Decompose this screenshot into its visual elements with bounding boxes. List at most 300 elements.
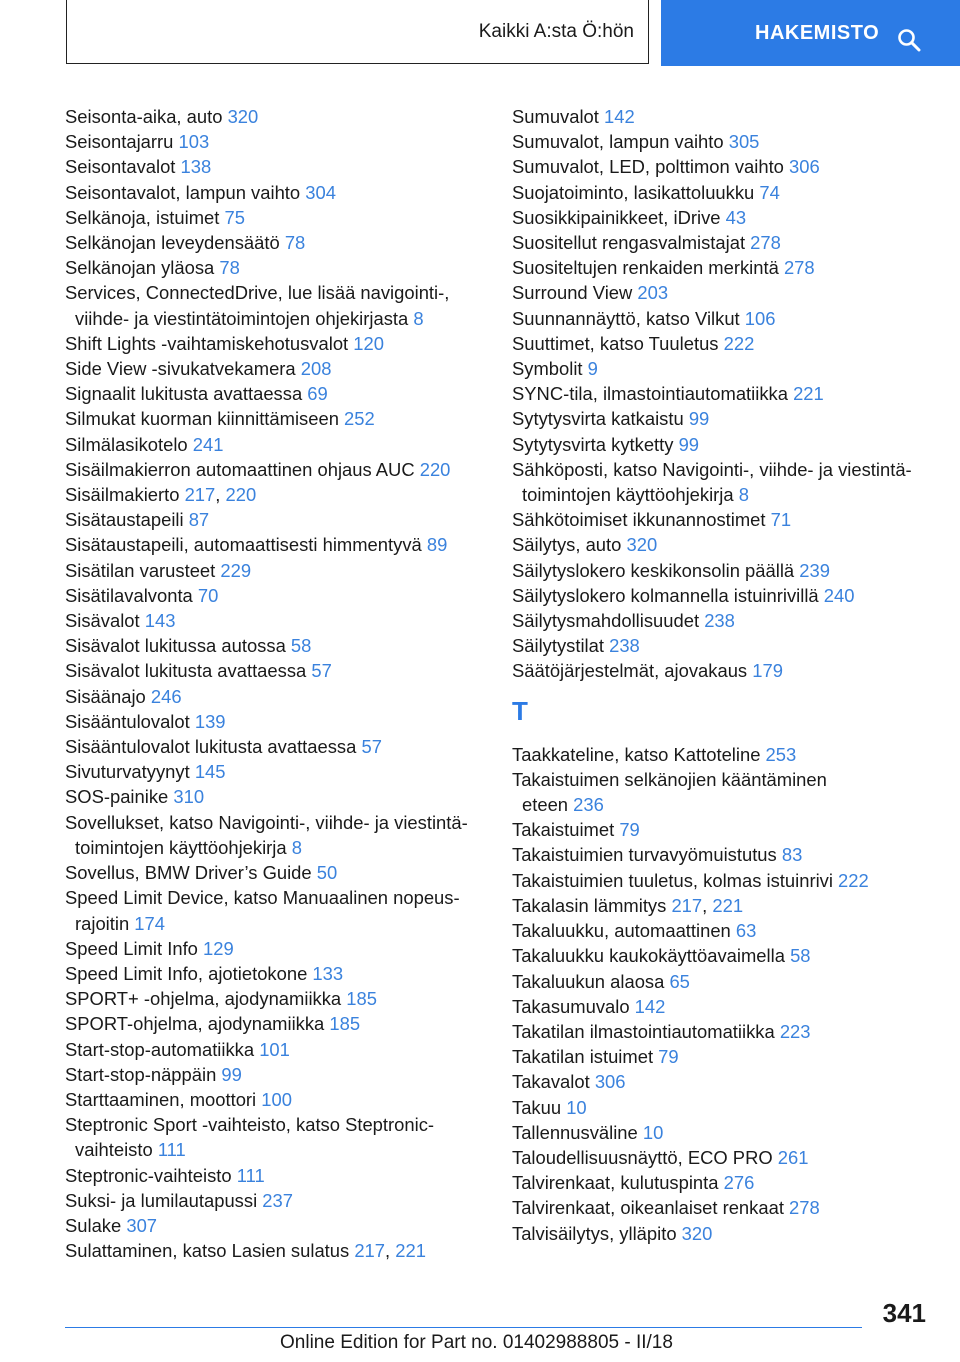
page-link[interactable]: 238 xyxy=(609,635,640,657)
edition-text: Online Edition for Part no. 01402988805 - II/18 xyxy=(280,1332,673,1353)
page-link[interactable]: 71 xyxy=(770,509,792,531)
index-entry-term xyxy=(512,1145,942,1170)
index-entry-term xyxy=(512,658,942,683)
page-link[interactable]: 100 xyxy=(261,1088,292,1110)
index-entry xyxy=(512,331,942,356)
index-entry-text: Seisonta-aika, auto xyxy=(65,106,228,127)
page-link[interactable]: 278 xyxy=(783,257,815,279)
page-link[interactable]: 221 xyxy=(793,383,824,405)
index-entry-term xyxy=(65,1087,495,1112)
index-entry-term xyxy=(65,1188,495,1213)
page-link[interactable]: 69 xyxy=(307,383,328,405)
index-entry-term xyxy=(512,331,942,356)
index-entry xyxy=(65,608,495,633)
index-entry xyxy=(65,810,495,860)
page-link[interactable]: 75 xyxy=(224,206,245,228)
index-entry xyxy=(65,104,495,129)
page-link[interactable]: 79 xyxy=(619,819,640,841)
index-entry-text: Säilytyslokero keskikonsolin päällä xyxy=(512,559,800,581)
index-entry-term xyxy=(512,767,942,792)
index-entry xyxy=(512,280,942,305)
index-entry-term xyxy=(65,255,495,280)
page-link[interactable]: 276 xyxy=(723,1172,755,1194)
index-entry xyxy=(512,558,942,583)
index-entry-term xyxy=(512,1069,942,1094)
page-link[interactable]: 101 xyxy=(259,1038,290,1060)
index-entry-term xyxy=(65,205,495,230)
index-entry xyxy=(65,583,495,608)
page-link[interactable]: 10 xyxy=(642,1121,664,1143)
page-link[interactable]: 217 xyxy=(184,484,216,506)
index-entry-term xyxy=(65,936,495,961)
page-link[interactable]: 217 xyxy=(354,1240,385,1262)
index-entry xyxy=(65,860,495,885)
index-entry-term xyxy=(65,532,495,557)
index-entry-term xyxy=(512,608,942,633)
index-entry-term xyxy=(512,943,942,968)
page-link[interactable]: 236 xyxy=(573,794,604,816)
page-link[interactable]: 43 xyxy=(725,206,747,228)
page-link[interactable]: 142 xyxy=(634,995,666,1017)
index-entry xyxy=(512,507,942,532)
index-entry xyxy=(512,154,942,179)
page-link[interactable]: 111 xyxy=(236,1164,265,1186)
index-entry-term xyxy=(512,868,942,893)
edition-footer xyxy=(280,1332,673,1354)
index-entry-text: Sovellus, BMW Driver’s Guide xyxy=(65,862,317,884)
index-entry xyxy=(512,868,942,893)
page-link[interactable]: 240 xyxy=(823,584,855,606)
index-entry xyxy=(65,633,495,658)
index-entry-text: Selkänoja, istuimet xyxy=(65,206,225,228)
index-entry xyxy=(65,684,495,709)
index-entry-text: Steptronic Sport -vaihteisto, katso Steptronic- xyxy=(65,1114,435,1136)
index-column-right xyxy=(512,104,942,1246)
index-entry-term xyxy=(65,1238,495,1263)
index-entry xyxy=(65,1062,495,1087)
page-link[interactable]: 111 xyxy=(157,1139,186,1161)
page-link[interactable]: 237 xyxy=(262,1189,293,1211)
page-link[interactable]: 87 xyxy=(188,509,210,531)
index-entry xyxy=(512,1170,942,1195)
index-entry-continuation xyxy=(512,792,942,817)
index-entry xyxy=(512,1019,942,1044)
index-entry-text: Seisontajarru xyxy=(65,131,179,153)
page-link[interactable]: 70 xyxy=(197,584,219,606)
index-entry xyxy=(512,532,942,557)
index-entry-text: Sivuturvatyynyt xyxy=(65,761,195,783)
index-entry-text: Sovellukset, katso Navigointi-, viihde- ja viestintä- xyxy=(65,811,468,833)
index-entry xyxy=(65,482,495,507)
page-link[interactable]: 174 xyxy=(134,912,165,934)
index-entry xyxy=(512,255,942,280)
page-link[interactable]: 203 xyxy=(637,282,669,304)
index-entry xyxy=(65,280,495,330)
index-entry-term xyxy=(512,918,942,943)
index-entry-term xyxy=(512,230,942,255)
index-entry-term xyxy=(512,1195,942,1220)
index-entry-text: Suksi- ja lumilautapussi xyxy=(65,1189,263,1211)
index-entry-term xyxy=(512,1120,942,1145)
index-entry-term xyxy=(65,356,495,381)
index-entry-text: Suosikkipainikkeet, iDrive xyxy=(512,206,726,228)
page-link[interactable]: 306 xyxy=(789,156,820,178)
page-link[interactable]: 142 xyxy=(604,106,635,127)
page-link[interactable]: 106 xyxy=(744,307,776,329)
page-link[interactable]: 239 xyxy=(799,559,830,581)
top-navigation xyxy=(0,0,960,66)
index-entry xyxy=(65,759,495,784)
page-link[interactable]: 78 xyxy=(219,257,240,279)
index-entry xyxy=(512,432,942,457)
index-entry-term xyxy=(512,104,942,129)
index-entry xyxy=(65,986,495,1011)
index-entry-term xyxy=(512,180,942,205)
index-entry xyxy=(65,356,495,381)
page-link[interactable]: 229 xyxy=(220,559,252,581)
index-entry-term xyxy=(65,331,495,356)
page-link[interactable]: 78 xyxy=(284,232,306,254)
index-entry-text: Sytytysvirta katkaistu xyxy=(512,408,689,430)
page-link[interactable]: 58 xyxy=(790,945,811,967)
index-entry-term xyxy=(65,507,495,532)
index-entry-text: Selkänojan leveydensäätö xyxy=(65,232,285,254)
index-entry-text: eteen xyxy=(522,794,574,816)
index-entry-term xyxy=(65,1062,495,1087)
index-entry xyxy=(65,1163,495,1188)
index-entry xyxy=(65,255,495,280)
page-link[interactable]: 138 xyxy=(180,156,212,178)
index-entry-continuation xyxy=(65,835,495,860)
index-entry-term xyxy=(65,129,495,154)
index-entry-term xyxy=(65,154,495,179)
page-link[interactable]: 99 xyxy=(678,433,700,455)
page-link[interactable]: 253 xyxy=(765,743,797,765)
page-link[interactable]: 185 xyxy=(346,988,377,1010)
page-link[interactable]: 10 xyxy=(566,1096,587,1118)
index-entry xyxy=(512,893,942,918)
page-link[interactable]: 238 xyxy=(704,610,735,632)
index-entry xyxy=(512,969,942,994)
page-separator: , xyxy=(702,894,713,916)
page-link[interactable]: 65 xyxy=(669,970,690,992)
index-entry xyxy=(512,994,942,1019)
index-entry xyxy=(512,1195,942,1220)
index-entry xyxy=(512,205,942,230)
index-entry-text: Sähkötoimiset ikkunannostimet xyxy=(512,509,771,531)
index-entry-term xyxy=(512,742,942,767)
index-entry-text: Suositellut rengasvalmistajat xyxy=(512,232,751,254)
page-link[interactable]: 217 xyxy=(671,894,703,916)
index-entry xyxy=(65,885,495,935)
index-entry xyxy=(65,205,495,230)
index-entry-text: Suojatoiminto, lasikattoluukku xyxy=(512,181,760,203)
index-entry xyxy=(512,1221,942,1246)
page-link[interactable]: 63 xyxy=(735,920,757,942)
index-entry-text: Takaistuimien tuuletus, kolmas istuinrivi xyxy=(512,869,839,891)
index-entry-text: Talvirenkaat, oikeanlaiset renkaat xyxy=(512,1197,790,1219)
page-link[interactable]: 129 xyxy=(203,937,234,959)
page-link[interactable]: 304 xyxy=(305,181,336,203)
index-entry xyxy=(512,230,942,255)
index-entry-term xyxy=(65,608,495,633)
page-link[interactable]: 139 xyxy=(194,710,226,732)
index-entry-text: Säätöjärjestelmät, ajovakaus xyxy=(512,660,753,682)
page-link[interactable]: 278 xyxy=(789,1197,820,1219)
page-link[interactable]: 9 xyxy=(587,358,598,380)
index-entry-text: Selkänojan yläosa xyxy=(65,257,220,279)
index-entry-text: Takaistuimien turvavyömuistutus xyxy=(512,844,782,866)
index-entry-term xyxy=(65,684,495,709)
index-entry xyxy=(512,457,942,507)
index-entry-text: Sulattaminen, katso Lasien sulatus xyxy=(65,1240,355,1262)
page-link[interactable]: 120 xyxy=(353,332,384,354)
page-link[interactable]: 320 xyxy=(626,534,658,556)
index-entry-text: Takuu xyxy=(512,1096,567,1118)
index-entry-term xyxy=(65,658,495,683)
index-entry-term xyxy=(512,532,942,557)
page-link[interactable]: 220 xyxy=(225,484,257,506)
page-link[interactable]: 50 xyxy=(316,862,338,884)
index-entry-term xyxy=(512,1170,942,1195)
index-entry-text: toimintojen käyttöohjekirja xyxy=(75,836,292,858)
page-separator: , xyxy=(385,1240,396,1262)
index-entry xyxy=(65,532,495,557)
index-entry-text: Taloudellisuusnäyttö, ECO PRO xyxy=(512,1146,778,1168)
index-entry-term xyxy=(65,734,495,759)
index-entry-text: Sytytysvirta kytketty xyxy=(512,433,679,455)
index-entry-continuation xyxy=(65,1137,495,1162)
page-link[interactable]: 220 xyxy=(419,458,451,480)
index-entry-text: Sisävalot xyxy=(65,610,145,632)
index-entry xyxy=(512,1145,942,1170)
index-entry-term xyxy=(65,432,495,457)
index-entry xyxy=(65,936,495,961)
index-entry-term xyxy=(512,280,942,305)
index-entry-term xyxy=(65,633,495,658)
index-entry-term xyxy=(65,860,495,885)
index-entry xyxy=(512,1069,942,1094)
index-entry-term xyxy=(65,230,495,255)
index-entry-term xyxy=(512,969,942,994)
page-link[interactable]: 222 xyxy=(838,869,869,891)
index-entry-text: toimintojen käyttöohjekirja xyxy=(522,484,739,506)
page-link[interactable]: 89 xyxy=(426,534,448,556)
index-entry-text: Starttaaminen, moottori xyxy=(65,1088,262,1110)
index-entry-term xyxy=(65,381,495,406)
page-link[interactable]: 179 xyxy=(752,660,783,682)
index-entry-term xyxy=(512,893,942,918)
index-entry-text: Taakkateline, katso Kattoteline xyxy=(512,743,766,765)
index-entry-text: Sisäänajo xyxy=(65,685,151,707)
index-entry xyxy=(512,306,942,331)
index-entry xyxy=(512,1044,942,1069)
index-entry xyxy=(512,104,942,129)
index-entry-term xyxy=(512,633,942,658)
index-entry xyxy=(512,918,942,943)
page-link[interactable]: 58 xyxy=(290,635,312,657)
index-entry-text: Seisontavalot xyxy=(65,156,181,178)
index-entry-term xyxy=(512,154,942,179)
index-entry xyxy=(512,180,942,205)
index-entry-text: Speed Limit Info xyxy=(65,937,204,959)
index-entry-term xyxy=(512,507,942,532)
page-link[interactable]: 208 xyxy=(300,358,332,380)
tab-a-to-z[interactable] xyxy=(66,0,649,64)
index-entry-text: Sisäilmakierto xyxy=(65,484,185,506)
index-entry-text: Takaluukku, automaattinen xyxy=(512,920,736,942)
page-link[interactable]: 8 xyxy=(738,484,749,506)
index-entry-text: Silmälasikotelo xyxy=(65,433,193,455)
index-entry-term xyxy=(512,356,942,381)
page-link[interactable]: 133 xyxy=(312,962,344,984)
index-entry xyxy=(65,154,495,179)
index-entry-text: Sisääntulovalot lukitusta avattaessa xyxy=(65,736,362,758)
index-entry xyxy=(65,180,495,205)
page-link[interactable]: 83 xyxy=(781,844,803,866)
index-entry xyxy=(512,381,942,406)
index-entry xyxy=(65,1037,495,1062)
index-entry xyxy=(512,1120,942,1145)
index-entry xyxy=(65,558,495,583)
index-entry-text: Steptronic-vaihteisto xyxy=(65,1164,237,1186)
page-link[interactable]: 74 xyxy=(759,181,780,203)
tab-index[interactable] xyxy=(661,0,960,66)
page-link[interactable]: 305 xyxy=(728,131,760,153)
index-entry-term xyxy=(65,961,495,986)
index-entry-text: Talvisäilytys, ylläpito xyxy=(512,1222,682,1244)
index-entry xyxy=(65,784,495,809)
page-link[interactable]: 252 xyxy=(344,408,375,430)
index-entry-text: Suunnannäyttö, katso Vilkut xyxy=(512,307,745,329)
index-entry xyxy=(512,406,942,431)
index-entry-text: Sisäilmakierron automaattinen ohjaus AUC xyxy=(65,458,420,480)
index-entry-text: Surround View xyxy=(512,282,638,304)
page-link[interactable]: 221 xyxy=(712,894,744,916)
index-entry-text: Takaistuimet xyxy=(512,819,620,841)
index-entry-term xyxy=(512,583,942,608)
page-link[interactable]: 79 xyxy=(658,1046,679,1068)
index-entry xyxy=(512,817,942,842)
index-entry xyxy=(512,633,942,658)
tab-index-label: HAKEMISTO xyxy=(755,21,880,44)
section-letter-t: T xyxy=(512,695,528,726)
index-entry xyxy=(512,1095,942,1120)
index-entry xyxy=(65,961,495,986)
page-link[interactable]: 99 xyxy=(688,408,710,430)
index-entry-text: viihde- ja viestintätoimintojen ohjekirjasta xyxy=(75,307,414,329)
index-entry-term xyxy=(512,994,942,1019)
index-entry-text: Suositeltujen renkaiden merkintä xyxy=(512,257,784,279)
index-column-left xyxy=(65,104,495,1263)
index-entry-text: Takasumuvalo xyxy=(512,995,635,1017)
page-link[interactable]: 278 xyxy=(750,232,781,254)
index-entry-term xyxy=(512,1221,942,1246)
index-entry xyxy=(65,709,495,734)
index-entry xyxy=(65,1238,495,1263)
page-link[interactable]: 310 xyxy=(173,786,205,808)
index-entry-term xyxy=(65,986,495,1011)
index-entry-term xyxy=(65,885,495,910)
index-entry xyxy=(65,734,495,759)
index-entry xyxy=(512,356,942,381)
index-entry-term xyxy=(65,1112,495,1137)
page-separator: , xyxy=(215,484,226,506)
page-link[interactable]: 185 xyxy=(329,1013,361,1035)
index-entry-term xyxy=(65,784,495,809)
index-entry-term xyxy=(512,255,942,280)
index-entry-text: Sisätaustapeili xyxy=(65,509,189,531)
index-entry-text: SPORT+ -ohjelma, ajodynamiikka xyxy=(65,988,347,1010)
index-entry xyxy=(65,457,495,482)
page-link[interactable]: 246 xyxy=(150,685,182,707)
index-entry-term xyxy=(512,406,942,431)
index-entry-text: Speed Limit Device, katso Manuaalinen nopeus- xyxy=(65,887,460,909)
index-entry-text: Silmukat kuorman kiinnittämiseen xyxy=(65,408,345,430)
page-link[interactable]: 8 xyxy=(413,307,424,329)
page-link[interactable]: 241 xyxy=(192,433,224,455)
index-entry-term xyxy=(65,1213,495,1238)
page-link[interactable]: 320 xyxy=(681,1222,713,1244)
index-entry-text: Takalasin lämmitys xyxy=(512,894,672,916)
page-link[interactable]: 99 xyxy=(221,1063,242,1085)
index-entry-text: Takaistuimen selkänojien kääntäminen xyxy=(512,768,827,790)
page-link[interactable]: 57 xyxy=(361,736,382,758)
index-entry-term xyxy=(512,1019,942,1044)
page-link[interactable]: 223 xyxy=(779,1020,811,1042)
index-entry-text: Takatilan ilmastointiautomatiikka xyxy=(512,1020,780,1042)
index-entry-term xyxy=(65,482,495,507)
page-link[interactable]: 143 xyxy=(144,610,176,632)
index-entry-text: Start-stop-automatiikka xyxy=(65,1038,260,1060)
page-link[interactable]: 8 xyxy=(291,836,302,858)
page-link[interactable]: 222 xyxy=(723,332,755,354)
index-entry-text: Speed Limit Info, ajotietokone xyxy=(65,962,313,984)
index-entry-text: Sisääntulovalot xyxy=(65,710,195,732)
tab-a-to-z-label: Kaikki A:sta Ö:hön xyxy=(478,20,634,42)
page-link[interactable]: 320 xyxy=(227,106,259,127)
index-entry-term xyxy=(65,558,495,583)
index-entry-text: Tallennusväline xyxy=(512,1121,643,1143)
index-entry-text: Takaluukun alaosa xyxy=(512,970,670,992)
index-entry-term xyxy=(65,709,495,734)
index-entry-continuation xyxy=(512,482,942,507)
page-link[interactable]: 57 xyxy=(311,660,332,682)
page-link[interactable]: 306 xyxy=(594,1071,626,1093)
index-entry xyxy=(65,381,495,406)
index-entry-text: Säilytyslokero kolmannella istuinrivillä xyxy=(512,584,824,606)
index-entry-text: Suuttimet, katso Tuuletus xyxy=(512,332,724,354)
index-entry-text: Sisävalot lukitusta avattaessa xyxy=(65,660,312,682)
index-entry-term xyxy=(512,432,942,457)
index-entry-term xyxy=(65,810,495,835)
index-entry-text: vaihteisto xyxy=(75,1139,158,1161)
page-link[interactable]: 145 xyxy=(194,761,226,783)
index-entry-text: Talvirenkaat, kulutuspinta xyxy=(512,1172,724,1194)
index-entry xyxy=(512,943,942,968)
page-link[interactable]: 221 xyxy=(395,1240,426,1262)
page-link[interactable]: 307 xyxy=(126,1214,158,1236)
index-entry-term xyxy=(65,583,495,608)
index-entry xyxy=(65,1112,495,1162)
index-entry xyxy=(65,1011,495,1036)
page-link[interactable]: 261 xyxy=(777,1146,809,1168)
index-entry-term xyxy=(65,759,495,784)
page-link[interactable]: 103 xyxy=(178,131,210,153)
index-entry xyxy=(65,406,495,431)
index-entry-term xyxy=(512,1044,942,1069)
index-entry-text: Säilytysmahdollisuudet xyxy=(512,610,705,632)
